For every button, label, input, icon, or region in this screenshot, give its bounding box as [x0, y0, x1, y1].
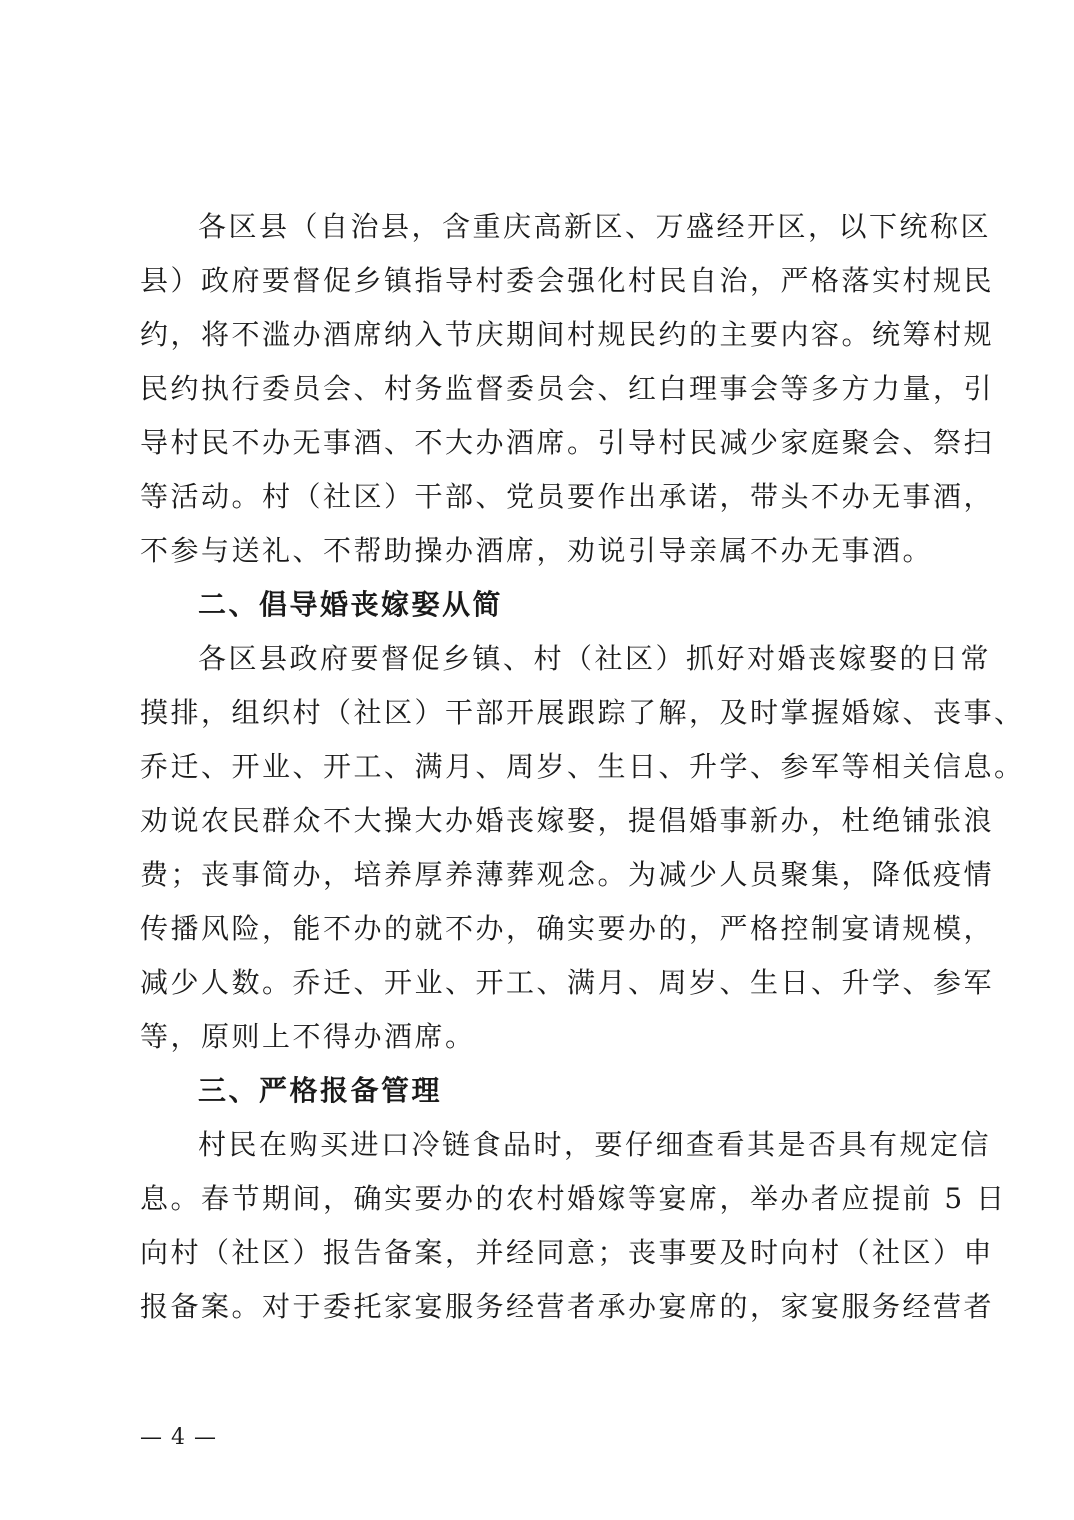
- document-body: [140, 200, 1025, 1334]
- page-number: — 4 —: [140, 1425, 217, 1450]
- paragraph-line: 各区县政府要督促乡镇、村（社区）抓好对婚丧嫁娶的日常: [198, 642, 992, 675]
- section-heading: 二、倡导婚丧嫁娶从简: [198, 588, 504, 621]
- paragraph-line: 县）政府要督促乡镇指导村委会强化村民自治，严格落实村规民: [140, 264, 995, 297]
- paragraph-line: 报备案。对于委托家宴服务经营者承办宴席的，家宴服务经营者: [140, 1290, 995, 1323]
- paragraph-line: 等活动。村（社区）干部、党员要作出承诺，带头不办无事酒，: [140, 480, 995, 513]
- paragraph-line: 不参与送礼、不帮助操办酒席，劝说引导亲属不办无事酒。: [140, 534, 934, 567]
- paragraph-line: 劝说农民群众不大操大办婚丧嫁娶，提倡婚事新办，杜绝铺张浪: [140, 804, 995, 837]
- paragraph-line: 传播风险，能不办的就不办，确实要办的，严格控制宴请规模，: [140, 912, 995, 945]
- paragraph-line: 各区县（自治县，含重庆高新区、万盛经开区，以下统称区: [198, 210, 992, 243]
- paragraph-line: 减少人数。乔迁、开业、开工、满月、周岁、生日、升学、参军: [140, 966, 995, 999]
- paragraph-line: 向村（社区）报告备案，并经同意；丧事要及时向村（社区）申: [140, 1236, 995, 1269]
- paragraph-line: 导村民不办无事酒、不大办酒席。引导村民减少家庭聚会、祭扫: [140, 426, 995, 459]
- paragraph-line: 费；丧事简办，培养厚养薄葬观念。为减少人员聚集，降低疫情: [140, 858, 995, 891]
- paragraph-line: 摸排，组织村（社区）干部开展跟踪了解，及时掌握婚嫁、丧事、: [140, 696, 1025, 729]
- paragraph-line: 村民在购买进口冷链食品时，要仔细查看其是否具有规定信: [198, 1128, 992, 1161]
- paragraph-line: 民约执行委员会、村务监督委员会、红白理事会等多方力量，引: [140, 372, 995, 405]
- paragraph-line: 乔迁、开业、开工、满月、周岁、生日、升学、参军等相关信息。: [140, 750, 1025, 783]
- paragraph-line: 等，原则上不得办酒席。: [140, 1020, 476, 1053]
- paragraph-line: 息。春节期间，确实要办的农村婚嫁等宴席，举办者应提前 5 日: [140, 1182, 1007, 1215]
- paragraph-line: 约，将不滥办酒席纳入节庆期间村规民约的主要内容。统筹村规: [140, 318, 995, 351]
- section-heading: 三、严格报备管理: [198, 1074, 443, 1107]
